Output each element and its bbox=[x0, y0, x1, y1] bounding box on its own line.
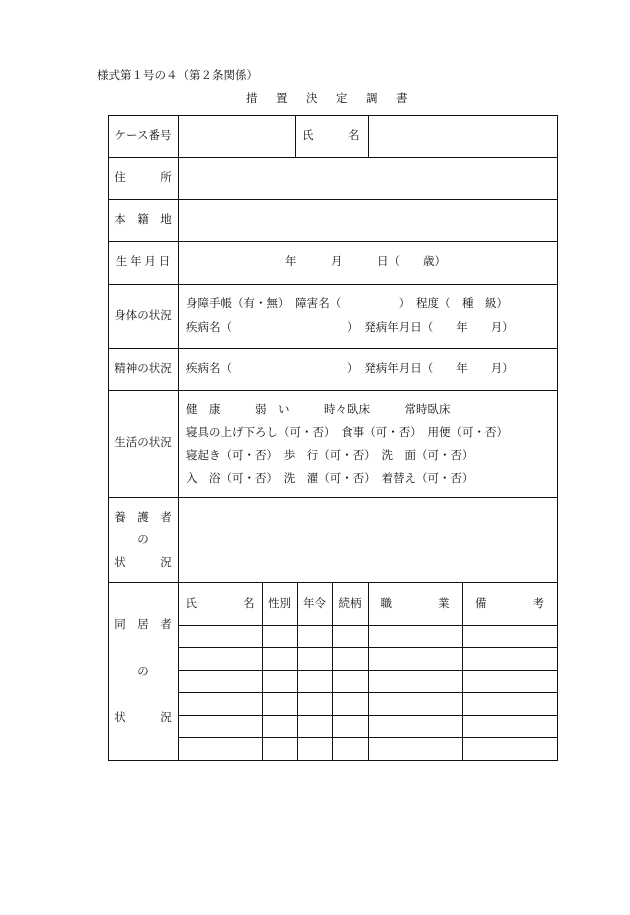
table-rule bbox=[108, 284, 557, 285]
mental-condition-line: 疾病名（ ） 発病年月日（ 年 月） bbox=[186, 363, 514, 375]
case-number-value-cell bbox=[179, 116, 295, 157]
cohabitant-row bbox=[179, 693, 557, 715]
living-condition-line: 寝具の上げ下ろし（可・否） 食事（可・否） 用便（可・否） bbox=[186, 427, 508, 439]
living-condition-label: 生活の状況 bbox=[114, 437, 172, 449]
form-number: 様式第１号の４（第２条関係） bbox=[97, 70, 258, 82]
physical-condition-label: 身体の状況 bbox=[114, 310, 172, 322]
domicile-value-cell bbox=[179, 200, 557, 241]
guardian-label: 養 護 者 bbox=[114, 512, 172, 524]
cohabitant-row bbox=[179, 716, 557, 737]
cohabitant-column-name: 氏 名 bbox=[185, 598, 255, 610]
birthdate-label: 生 年 月 日 bbox=[115, 256, 171, 268]
case-number-label: ケース番号 bbox=[114, 130, 172, 142]
guardian-label: の bbox=[137, 534, 149, 546]
cohabitant-row bbox=[179, 671, 557, 692]
cohabitant-column-relation: 続柄 bbox=[338, 598, 362, 610]
guardian-label: 状 況 bbox=[114, 557, 172, 569]
physical-condition-line: 身障手帳（有・無） 障害名（ ） 程度（ 種 級） bbox=[186, 298, 508, 310]
cohabitant-label: 状 況 bbox=[114, 712, 172, 724]
physical-condition-line: 疾病名（ ） 発病年月日（ 年 月） bbox=[186, 322, 514, 334]
page-title: 措 置 決 定 調 書 bbox=[246, 93, 411, 105]
living-condition-line: 入 浴（可・否） 洗 濯（可・否） 着替え（可・否） bbox=[186, 473, 474, 485]
guardian-status-cell bbox=[179, 498, 557, 582]
birthdate-template: 年 月 日（ 歳） bbox=[285, 256, 446, 268]
mental-condition-label: 精神の状況 bbox=[114, 363, 172, 375]
table-rule bbox=[108, 348, 557, 349]
address-label: 住 所 bbox=[114, 172, 172, 184]
cohabitant-row bbox=[179, 626, 557, 647]
name-label: 氏 名 bbox=[302, 130, 360, 142]
cohabitant-column-occupation: 職 業 bbox=[380, 598, 450, 610]
address-value-cell bbox=[179, 158, 557, 199]
name-value-cell bbox=[369, 116, 557, 157]
cohabitant-label: の bbox=[137, 666, 149, 678]
domicile-label: 本 籍 地 bbox=[114, 214, 172, 226]
cohabitant-column-age: 年令 bbox=[303, 598, 326, 610]
cohabitant-column-remarks: 備 考 bbox=[475, 598, 544, 610]
table-rule bbox=[108, 241, 557, 242]
living-condition-line: 寝起き（可・否） 歩 行（可・否） 洗 面（可・否） bbox=[186, 450, 474, 462]
table-rule bbox=[295, 115, 296, 157]
cohabitant-column-sex: 性別 bbox=[268, 598, 291, 610]
cohabitant-row bbox=[179, 648, 557, 670]
cohabitant-label: 同 居 者 bbox=[114, 619, 172, 631]
cohabitant-row bbox=[179, 738, 557, 760]
living-condition-line: 健 康 弱 い 時々臥床 常時臥床 bbox=[186, 404, 451, 416]
table-rule bbox=[108, 390, 557, 391]
